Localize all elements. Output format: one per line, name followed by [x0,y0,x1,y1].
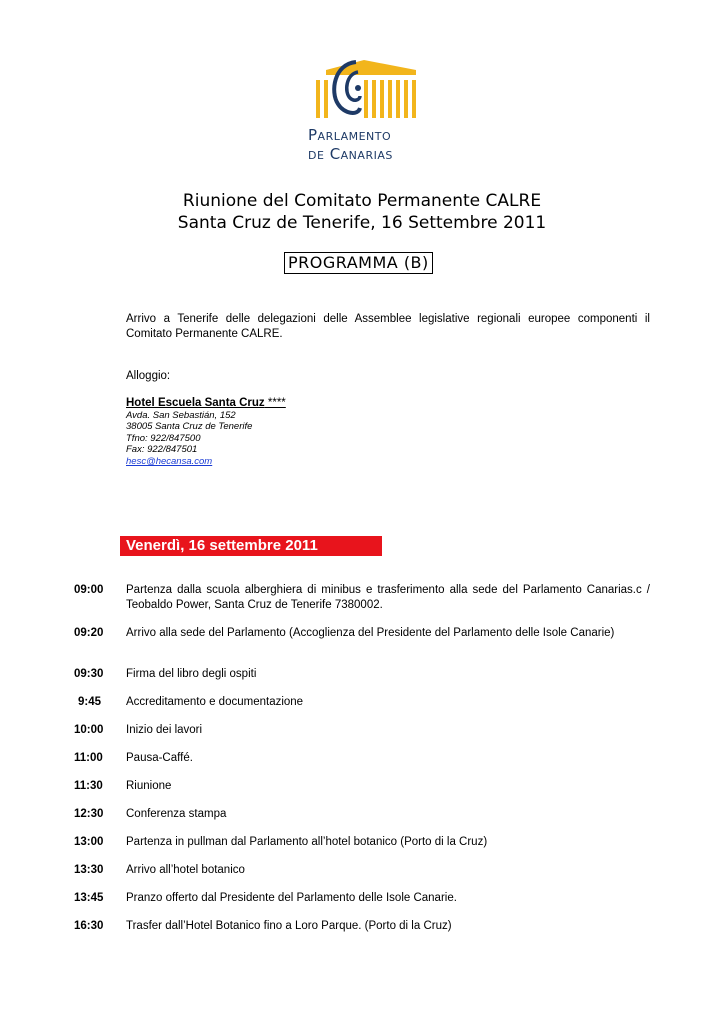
hotel-fax: Fax: 922/847501 [126,444,198,455]
logo-line-1: Parlamento [308,126,392,144]
hotel-email-link[interactable]: hesc@hecansa.com [126,456,213,467]
hotel-name [126,396,650,411]
schedule-time: 09:20 [74,627,104,639]
logo-line-2: de Canarias [308,145,393,163]
schedule-time: 13:00 [74,836,104,848]
schedule-desc: Arrivo all’hotel botanico [126,864,245,876]
programma-heading: PROGRAMMA (B) [284,252,433,274]
schedule-desc: Arrivo alla sede del Parlamento (Accoglienza del Presidente del Parlamento delle Isole Canarie) [126,627,615,639]
schedule-desc: Pranzo offerto dal Presidente del Parlamento delle Isole Canarie. [126,892,457,904]
schedule-time: 16:30 [74,920,104,932]
schedule-time: 11:00 [74,752,103,764]
schedule-desc: Riunione [126,780,172,792]
schedule-desc: Pausa-Caffé. [126,752,193,764]
hotel-phone: Tfno: 922/847500 [126,433,201,444]
hotel-stars: **** [264,397,286,409]
logo-text [308,126,428,164]
schedule-time: 13:45 [74,892,104,904]
schedule-time: 09:30 [74,668,104,680]
meeting-title: Riunione del Comitato Permanente CALRE [182,191,542,211]
parliament-building-icon [308,58,420,124]
schedule-desc: Trasfer dall’Hotel Botanico fino a Loro Parque. (Porto di la Cruz) [126,920,452,932]
schedule-time: 09:00 [74,584,104,596]
schedule-desc: Partenza dalla scuola alberghiera di minibus e trasferimento alla sede del Parlamento Canarias.c / Teobaldo Power, Santa Cruz de Tenerife 7380002. [126,584,650,611]
schedule-desc: Conferenza stampa [126,808,227,820]
schedule-desc: Accreditamento e documentazione [126,696,304,708]
schedule-desc: Firma del libro degli ospiti [126,668,257,680]
hotel-address-line-2: 38005 Santa Cruz de Tenerife [126,421,253,432]
parlamento-logo [300,58,430,170]
schedule-time: 10:00 [74,724,104,736]
schedule-time: 9:45 [78,696,102,708]
schedule-desc: Partenza in pullman dal Parlamento all’hotel botanico (Porto di la Cruz) [126,836,488,848]
schedule-time: 11:30 [74,780,103,792]
schedule-time: 13:30 [74,864,104,876]
hotel-address-line-1: Avda. San Sebastián, 152 [126,410,236,421]
meeting-location-date: Santa Cruz de Tenerife, 16 Settembre 2011 [177,213,547,233]
alloggio-label: Alloggio: [126,370,171,382]
day-banner: Venerdì, 16 settembre 2011 [120,536,382,556]
intro-paragraph: Arrivo a Tenerife delle delegazioni delle Assemblee legislative regionali europee componenti il Comitato Permanente CALRE. [126,313,650,340]
hotel-name-text: Hotel Escuela Santa Cruz [126,397,265,409]
schedule-desc: Inizio dei lavori [126,724,203,736]
schedule-time: 12:30 [74,808,104,820]
